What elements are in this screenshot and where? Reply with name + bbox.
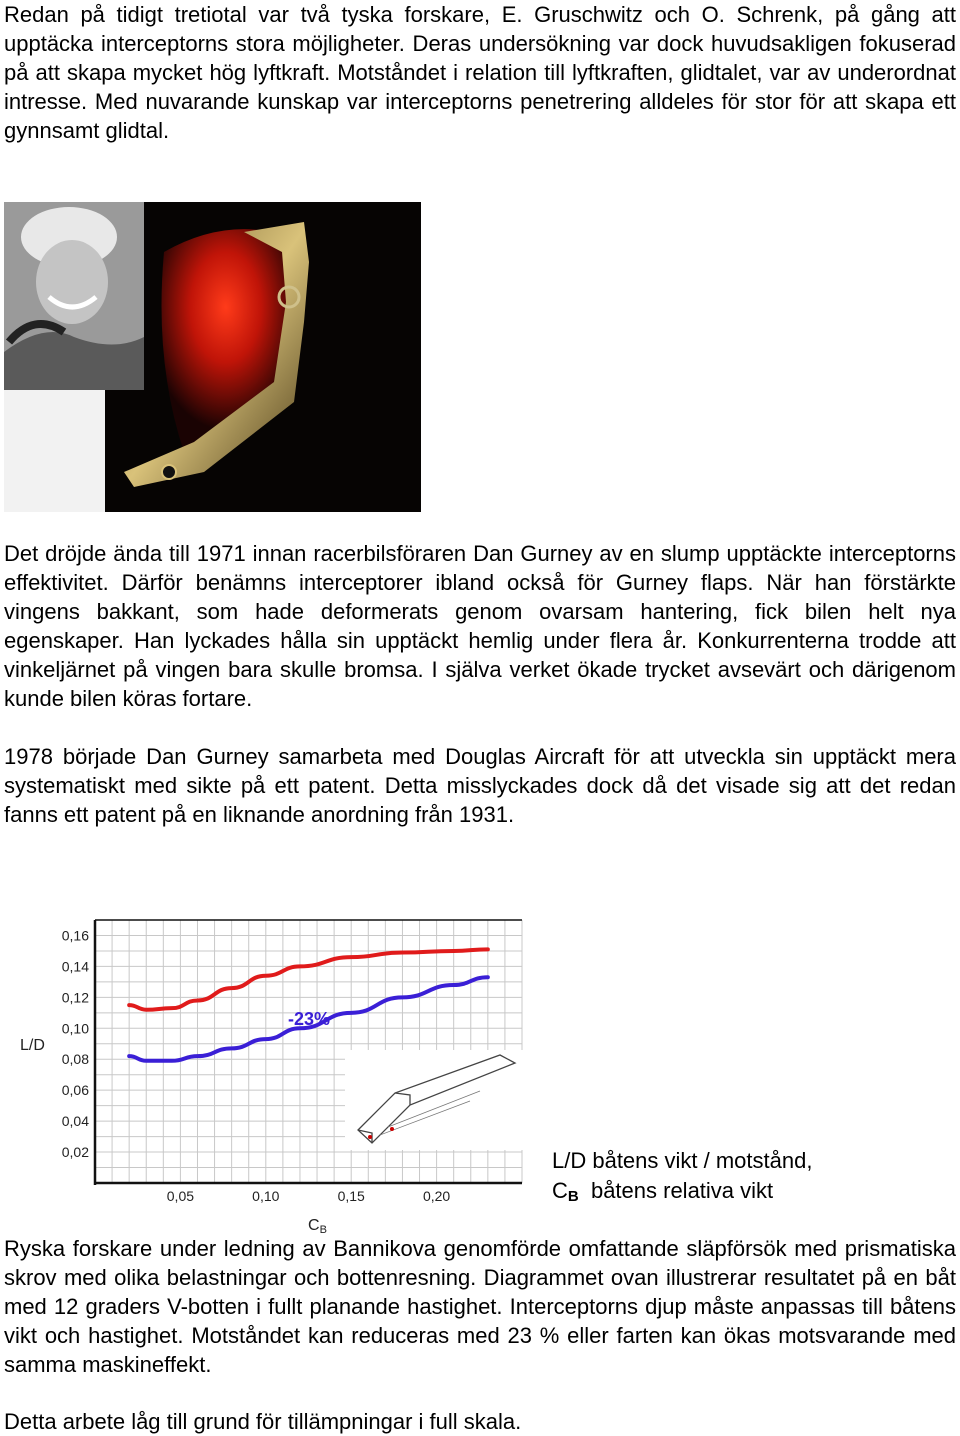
caption-line-2: $C_B$ båtens relativa vikt [552,1178,774,1205]
chart-svg [0,905,540,1235]
paragraph-bannikova: Ryska forskare under ledning av Bannikova genomförde omfattande släpförsök med prismatiska skrov med olika belastningar och bottenresning. Diagrammet ovan illustrerar resultatet på en båt med 12 graders V-botten i fullt planande hastighet. Interceptorns djup måste anpassas till båtens vikt och hastighet. Motståndet kan reduceras med 23 % eller farten kan ökas motsvarande med samma maskineffekt. [4,1236,956,1377]
series-line-1 [129,949,488,1009]
ld-chart [0,905,540,1235]
x-axis-label: CB [308,1217,327,1235]
x-tick-label: 0,05 [166,1188,195,1204]
y-tick-label: 0,02 [61,1144,89,1161]
caption-line-1: L/D båtens vikt / motstånd, [552,1148,813,1173]
y-axis-label: L/D [20,1037,45,1054]
bracket-bolt [162,465,176,479]
x-tick-label: 0,15 [337,1188,365,1204]
y-tick-label: 0,16 [61,927,89,944]
paragraph-douglas: 1978 började Dan Gurney samarbeta med Douglas Aircraft för att utveckla sin upptäckt mera systematiskt med sikte på ett patent. Detta misslyckades dock då det visade sig att det redan fanns ett patent på en liknande anordning från 1931. [4,744,956,827]
y-tick-label: 0,10 [61,1020,89,1037]
y-tick-label: 0,14 [61,958,89,975]
photo-panel [4,202,421,512]
y-tick-label: 0,08 [61,1051,89,1068]
y-tick-label: 0,04 [61,1113,89,1130]
y-tick-label: 0,06 [61,1082,89,1099]
gurney-photo-composite [4,202,421,512]
chart-caption [552,1146,952,1212]
x-tick-label: 0,20 [422,1188,451,1204]
x-tick-label: 0,10 [252,1188,280,1204]
driver-face [36,240,108,324]
paragraph-intro: Redan på tidigt tretiotal var två tyska forskare, E. Gruschwitz och O. Schrenk, på gång att upptäcka interceptorns stora möjligheter. Deras undersökning var dock huvudsakligen fokuserad på att skapa mycket hög lyftkraft. Motståndet i relation till lyftkraften, glidtalet, var av underordnat intresse. Med nuvarande kunskap var interceptorns penetrering alldeles för stor för att skapa ett gynnsamt glidtal. [4,2,956,143]
hull-sketch-inset [345,1050,525,1150]
paragraph-gurney: Det dröjde ända till 1971 innan racerbilsföraren Dan Gurney av en slump upptäckte interceptorns effektivitet. Därför benämns interceptorer ibland också för Gurney flaps. När han förstärkte vingens bakkant, som hade deformerats genom ovarsam hantering, fick bilen helt nya egenskaper. Han lyckades hålla sin upptäckt hemlig under flera år. Konkurrenterna trodde att vinkeljärnet på vingen bara skulle bromsa. I själva verket ökade trycket avsevärt och därigenom kunde bilen köras fortare. [4,541,956,711]
y-tick-label: 0,12 [61,989,89,1006]
chart-annotation: -23% [288,1009,331,1029]
paragraph-conclusion: Detta arbete låg till grund för tillämpningar i full skala. [4,1409,522,1434]
